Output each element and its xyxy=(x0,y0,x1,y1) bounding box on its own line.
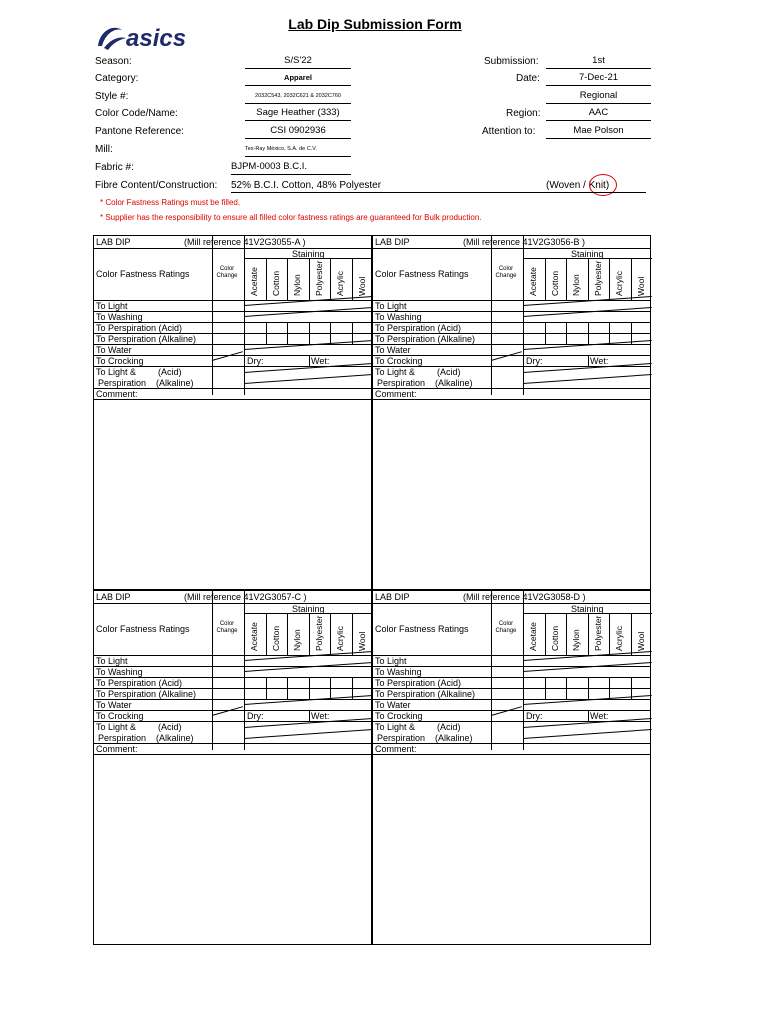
wet-label: Wet: xyxy=(590,711,609,721)
row-label: To Water xyxy=(96,345,132,355)
lab-dip-label: LAB DIP xyxy=(375,592,410,602)
comment-label: Comment: xyxy=(375,389,417,399)
wet-label: Wet: xyxy=(311,711,330,721)
mill-reference: (Mill reference 41V2G3056-B ) xyxy=(463,237,586,247)
season-value: S/S'22 xyxy=(245,54,351,69)
mill-reference: (Mill reference 41V2G3058-D ) xyxy=(463,592,586,602)
lab-dip-panel-1 xyxy=(93,235,372,590)
mill-label: Mill: xyxy=(95,144,113,155)
row-label: To Perspiration (Acid) xyxy=(96,323,183,333)
row-label: To Perspiration (Acid) xyxy=(375,678,462,688)
perspiration-label: Perspiration xyxy=(98,733,147,743)
staining-col-polyester: Polyester xyxy=(314,260,324,296)
cfr-label: Color Fastness Ratings xyxy=(96,624,190,634)
mill-reference: (Mill reference 41V2G3055-A ) xyxy=(184,237,306,247)
region-value-top: Regional xyxy=(546,89,651,104)
staining-label: Staining xyxy=(571,249,604,259)
perspiration-label: Perspiration xyxy=(377,733,426,743)
staining-col-acetate: Acetate xyxy=(528,267,538,296)
row-label: To Water xyxy=(96,700,132,710)
color-change-label: Color Change xyxy=(216,266,238,279)
region-label: Region: xyxy=(506,108,541,119)
light-and-label: To Light & xyxy=(96,722,137,732)
fabric-label: Fabric #: xyxy=(95,162,134,173)
row-label: To Perspiration (Alkaline) xyxy=(96,334,197,344)
lab-dip-label: LAB DIP xyxy=(96,592,131,602)
comment-label: Comment: xyxy=(96,389,138,399)
acid-label: (Acid) xyxy=(158,722,182,732)
row-label: To Washing xyxy=(96,312,143,322)
row-label: To Light xyxy=(96,656,128,666)
staining-col-cotton: Cotton xyxy=(550,270,560,296)
staining-col-nylon: Nylon xyxy=(292,274,302,296)
attention-label: Attention to: xyxy=(482,126,536,137)
lab-dip-panel-4 xyxy=(372,590,651,945)
fibre-underline xyxy=(231,192,646,193)
acid-label: (Acid) xyxy=(437,722,461,732)
row-line xyxy=(373,591,650,755)
alkaline-label: (Alkaline) xyxy=(156,733,194,743)
staining-col-nylon: Nylon xyxy=(571,274,581,296)
staining-col-polyester: Polyester xyxy=(593,615,603,651)
dry-label: Dry: xyxy=(247,356,264,366)
lab-dip-panel-3 xyxy=(93,590,372,945)
row-label: To Perspiration (Acid) xyxy=(375,323,462,333)
color-label: Color Code/Name: xyxy=(95,108,178,119)
light-and-label: To Light & xyxy=(375,722,416,732)
acid-label: (Acid) xyxy=(437,367,461,377)
lab-dip-label: LAB DIP xyxy=(375,237,410,247)
light-and-label: To Light & xyxy=(96,367,137,377)
staining-col-acrylic: Acrylic xyxy=(614,625,624,651)
category-label: Category: xyxy=(95,73,139,84)
note-responsibility: * Supplier has the responsibility to ensure all filled color fastness ratings are guaranteed for Bulk production. xyxy=(100,213,482,222)
dry-label: Dry: xyxy=(247,711,264,721)
row-label: To Crocking xyxy=(96,356,144,366)
region-value: AAC xyxy=(546,106,651,121)
row-label: To Perspiration (Alkaline) xyxy=(96,689,197,699)
light-and-label: To Light & xyxy=(375,367,416,377)
staining-col-acetate: Acetate xyxy=(249,622,259,651)
submission-value: 1st xyxy=(546,54,651,69)
season-label: Season: xyxy=(95,56,132,67)
alkaline-label: (Alkaline) xyxy=(435,378,473,388)
row-label: To Light xyxy=(375,656,407,666)
row-label: To Light xyxy=(96,301,128,311)
lab-dip-label: LAB DIP xyxy=(96,237,131,247)
wet-label: Wet: xyxy=(311,356,330,366)
perspiration-label: Perspiration xyxy=(377,378,426,388)
color-change-label: Color Change xyxy=(495,266,517,279)
staining-label: Staining xyxy=(571,604,604,614)
date-value: 7-Dec-21 xyxy=(546,71,651,86)
row-label: To Crocking xyxy=(375,356,423,366)
dry-label: Dry: xyxy=(526,711,543,721)
staining-col-acetate: Acetate xyxy=(249,267,259,296)
staining-col-acetate: Acetate xyxy=(528,622,538,651)
color-value: Sage Heather (333) xyxy=(245,106,351,121)
staining-col-polyester: Polyester xyxy=(593,260,603,296)
staining-col-cotton: Cotton xyxy=(271,270,281,296)
staining-col-wool: Wool xyxy=(357,631,367,651)
svg-text:asics: asics xyxy=(126,25,187,52)
row-label: To Washing xyxy=(375,312,422,322)
fibre-value: 52% B.C.I. Cotton, 48% Polyester xyxy=(231,180,382,191)
alkaline-label: (Alkaline) xyxy=(435,733,473,743)
staining-col-acrylic: Acrylic xyxy=(335,270,345,296)
row-label: To Light xyxy=(375,301,407,311)
staining-col-polyester: Polyester xyxy=(314,615,324,651)
mill-reference: (Mill reference 41V2G3057-C ) xyxy=(184,592,307,602)
style-label: Style #: xyxy=(95,91,129,102)
asics-logo xyxy=(96,20,196,54)
staining-col-acrylic: Acrylic xyxy=(614,270,624,296)
date-label: Date: xyxy=(516,73,540,84)
alkaline-label: (Alkaline) xyxy=(156,378,194,388)
mill-value: Tex-Ray México, S.A. de C.V. xyxy=(245,142,351,157)
acid-label: (Acid) xyxy=(158,367,182,377)
attention-value: Mae Polson xyxy=(546,124,651,139)
comment-label: Comment: xyxy=(375,744,417,754)
staining-col-wool: Wool xyxy=(636,631,646,651)
row-line xyxy=(94,236,371,400)
row-label: To Water xyxy=(375,700,411,710)
comment-label: Comment: xyxy=(96,744,138,754)
cfr-label: Color Fastness Ratings xyxy=(96,269,190,279)
cfr-label: Color Fastness Ratings xyxy=(375,269,469,279)
row-label: To Perspiration (Alkaline) xyxy=(375,334,476,344)
staining-col-cotton: Cotton xyxy=(550,625,560,651)
row-label: To Perspiration (Alkaline) xyxy=(375,689,476,699)
staining-col-acrylic: Acrylic xyxy=(335,625,345,651)
wet-label: Wet: xyxy=(590,356,609,366)
row-label: To Perspiration (Acid) xyxy=(96,678,183,688)
cfr-label: Color Fastness Ratings xyxy=(375,624,469,634)
row-line xyxy=(94,591,371,755)
category-value: Apparel xyxy=(245,71,351,86)
lab-dip-panel-2 xyxy=(372,235,651,590)
row-label: To Washing xyxy=(96,667,143,677)
woven-knit: (Woven / Knit) xyxy=(546,180,610,191)
staining-col-cotton: Cotton xyxy=(271,625,281,651)
staining-col-nylon: Nylon xyxy=(292,629,302,651)
submission-label: Submission: xyxy=(484,56,539,67)
color-change-label: Color Change xyxy=(216,621,238,634)
style-value: 2032C543, 2032C621 & 2032C760 xyxy=(245,89,351,104)
perspiration-label: Perspiration xyxy=(98,378,147,388)
staining-label: Staining xyxy=(292,604,325,614)
row-label: To Water xyxy=(375,345,411,355)
row-line xyxy=(373,236,650,400)
row-label: To Washing xyxy=(375,667,422,677)
staining-col-wool: Wool xyxy=(636,276,646,296)
note-ratings: * Color Fastness Ratings must be filled. xyxy=(100,198,241,207)
fibre-label: Fibre Content/Construction: xyxy=(95,180,218,191)
color-change-label: Color Change xyxy=(495,621,517,634)
dry-label: Dry: xyxy=(526,356,543,366)
staining-col-nylon: Nylon xyxy=(571,629,581,651)
row-label: To Crocking xyxy=(375,711,423,721)
pantone-value: CSI 0902936 xyxy=(245,124,351,139)
fabric-value: BJPM-0003 B.C.I. xyxy=(231,160,351,175)
row-label: To Crocking xyxy=(96,711,144,721)
pantone-label: Pantone Reference: xyxy=(95,126,184,137)
form-title: Lab Dip Submission Form xyxy=(288,16,462,32)
staining-label: Staining xyxy=(292,249,325,259)
staining-col-wool: Wool xyxy=(357,276,367,296)
